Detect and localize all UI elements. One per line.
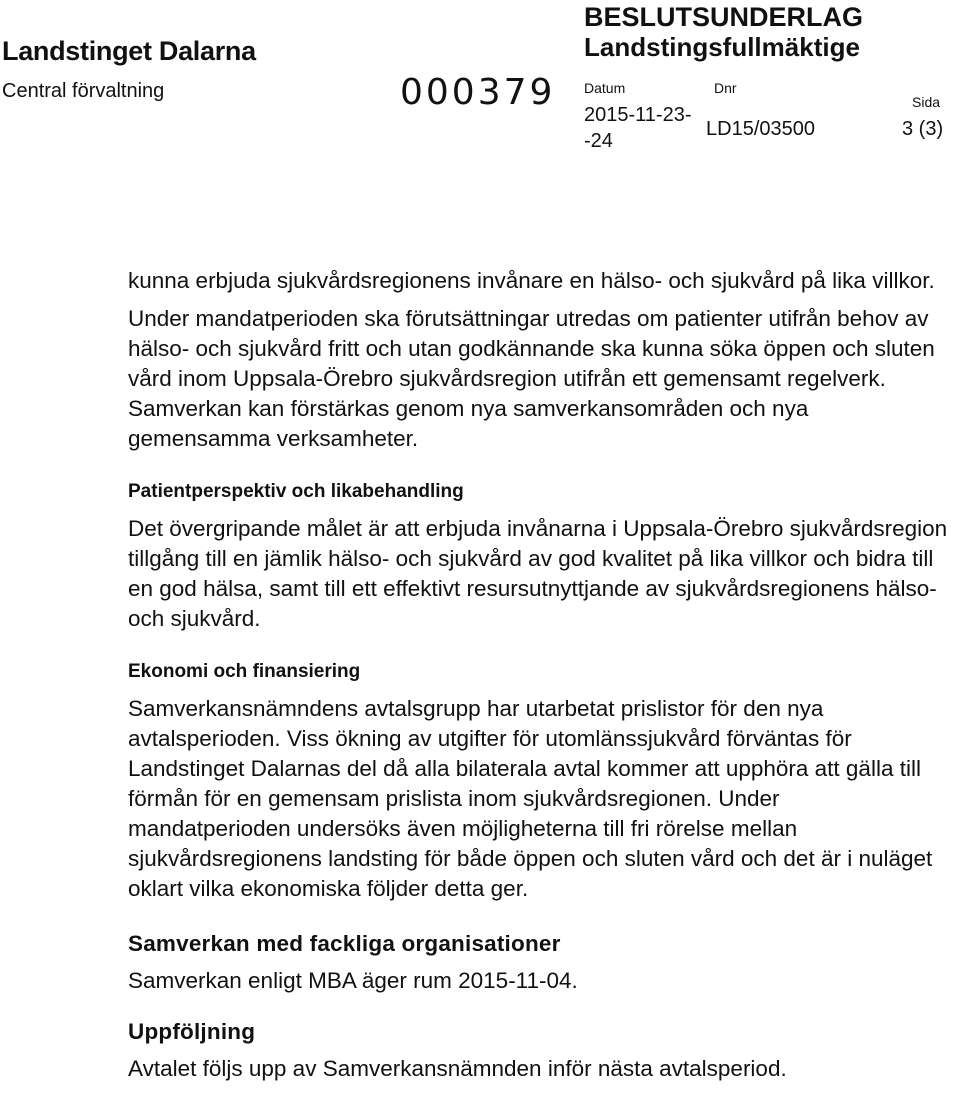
section-text-union: Samverkan enligt MBA äger rum 2015-11-04. <box>128 968 578 993</box>
document-content <box>128 266 948 1084</box>
section-heading-union: Samverkan med fackliga organisationer <box>128 931 561 956</box>
dnr-label: Dnr <box>714 80 737 96</box>
dnr-value: LD15/03500 <box>706 118 815 140</box>
organization-unit: Central förvaltning <box>2 80 165 102</box>
section-heading-economy: Ekonomi och finansiering <box>128 661 361 682</box>
date-label: Datum <box>584 80 626 96</box>
document-type: BESLUTSUNDERLAG <box>584 2 864 32</box>
section-text-economy: Samverkansnämndens avtalsgrupp har utarbetat prislistor för den nya avtalsperioden. Viss ökning av utgifter för utomlänssjukvård förväntas för Landstinget Dalarnas del då alla bilaterala avtal kommer att upphöra att gälla till förmån för en gemensam prislista inom sjukvårdsregionen. Under mandatperioden undersöks även möjligheterna till fri rörelse mellan sjukvårdsregionens landsting för både öppen och sluten vård och det är i nuläget oklart vilka ekonomiska följder detta ger. <box>128 696 933 901</box>
date-value-line1: 2015-11-23- <box>584 104 692 126</box>
section-text-followup: Avtalet följs upp av Samverkansnämnden inför nästa avtalsperiod. <box>128 1056 787 1081</box>
document-number-stamp: 000379 <box>400 72 556 113</box>
organization-name: Landstinget Dalarna <box>2 36 256 66</box>
intro-paragraph: kunna erbjuda sjukvårdsregionens invånare en hälso- och sjukvård på lika villkor. <box>128 268 935 293</box>
section-text-patient: Det övergripande målet är att erbjuda invånarna i Uppsala-Örebro sjukvårdsregion tillgång till en jämlik hälso- och sjukvård av god kvalitet på lika villkor och bidra till en god hälsa, samt till ett effektivt resursutnyttjande av sjukvårdsregionens hälso- och sjukvård. <box>128 516 948 631</box>
page-label: Sida <box>912 94 941 110</box>
mandate-paragraph: Under mandatperioden ska förutsättningar utredas om patienter utifrån behov av hälso- och sjukvård fritt och utan godkännande ska kunna söka öppen och sluten vård inom Uppsala-Örebro sjukvårdsregion utifrån ett gemensamt regelverk. Samverkan kan förstärkas genom nya samverkansområden och nya gemensamma verksamheter. <box>128 306 935 451</box>
page-number: 3 (3) <box>902 118 944 140</box>
date-value-line2: -24 <box>584 130 613 152</box>
section-heading-followup: Uppföljning <box>128 1019 256 1044</box>
section-heading-patient: Patientperspektiv och likabehandling <box>128 481 464 502</box>
decision-body: Landstingsfullmäktige <box>584 32 860 62</box>
